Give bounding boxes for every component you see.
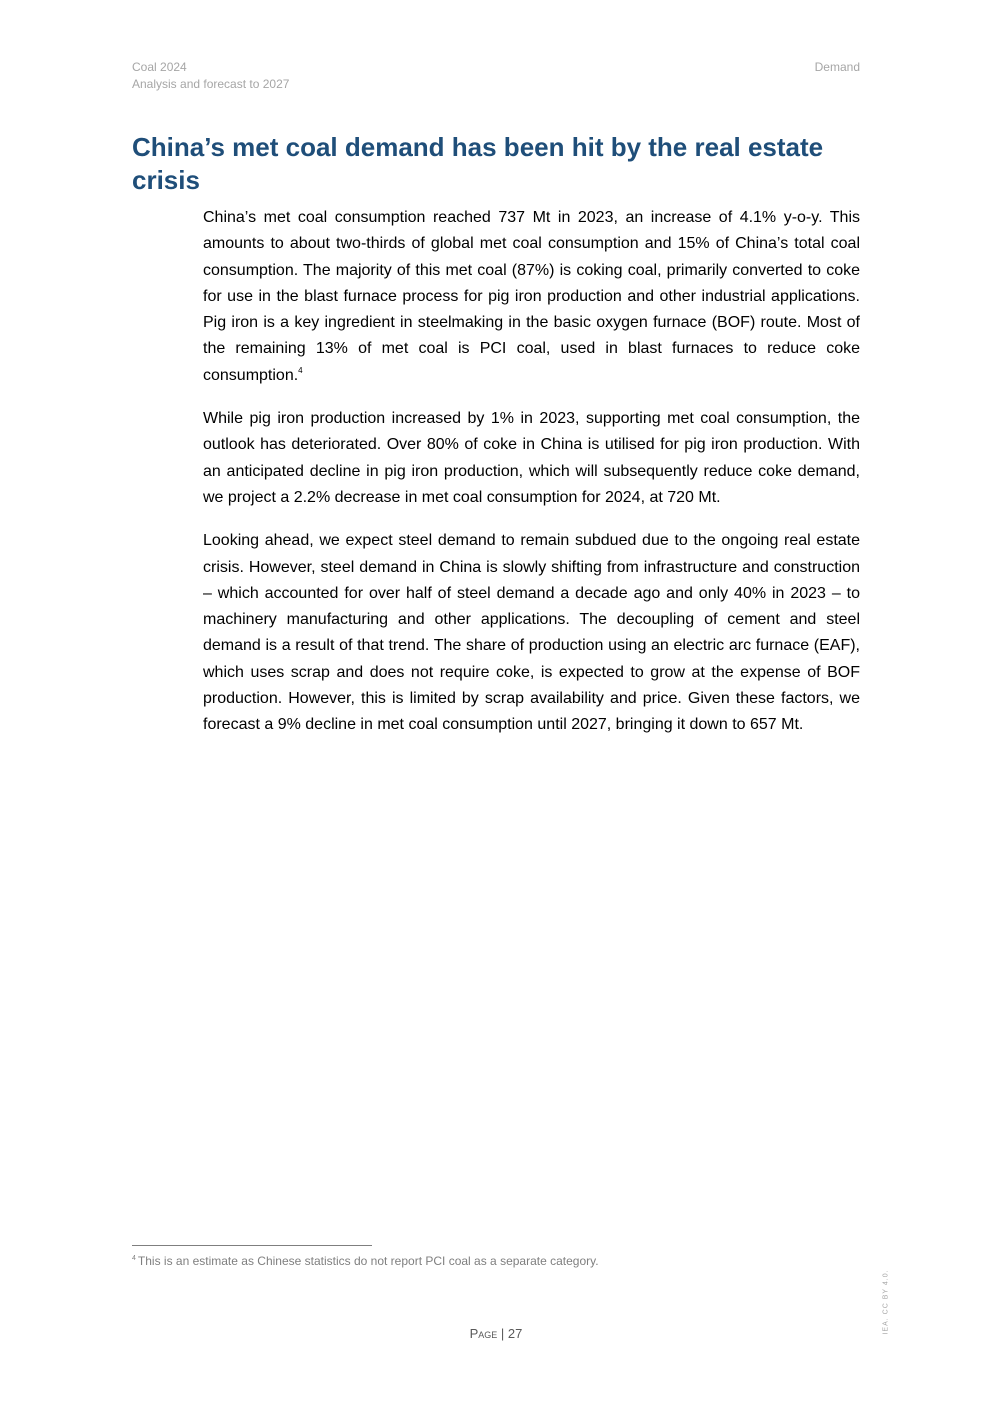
section-name: Demand [814,60,860,74]
page-number: 27 [507,1326,523,1341]
paragraph-2: While pig iron production increased by 1% in 2023, supporting met coal consumption, the outlook has deteriorated. Over 80% of coke in China is utilised for pig iron production. With an anticipated decline in pig iron production, which will subsequently reduce coke demand, we project a 2.2% decrease in met coal consumption for 2024, at 720 Mt. [203,410,860,506]
report-subtitle: Analysis and forecast to 2027 [132,77,290,91]
paragraph-1 [203,205,860,389]
paragraph-3: Looking ahead, we expect steel demand to remain subdued due to the ongoing real estate crisis. However, steel demand in China is slowly shifting from infrastructure and construction – which accounted for over half of steel demand a decade ago and only 40% in 2023 – to machinery manufacturing and other applications. The decoupling of cement and steel demand is a result of that trend. The share of production using an electric arc furnace (EAF), which uses scrap and does not require coke, is expected to grow at the expense of BOF production. However, this is limited by scrap availability and price. Given these factors, we forecast a 9% decline in met coal consumption until 2027, bringing it down to 657 Mt. [203,532,860,734]
license-credit: IEA. CC BY 4.0. [882,1269,890,1335]
footnote-text: This is an estimate as Chinese statistics do not report PCI coal as a separate category. [137,1254,599,1268]
footnote-number: 4 [132,1255,136,1262]
report-title: Coal 2024 [132,60,187,74]
page-footer [0,1326,992,1342]
footnote-reference[interactable]: 4 [298,365,303,375]
paragraph-1-text: China’s met coal consumption reached 737 Mt in 2023, an increase of 4.1% y-o-y. This amounts to about two-thirds of global met coal consumption and 15% of China’s total coal consumption. The majority of this met coal (87%) is coking coal, primarily converted to coke for use in the blast furnace process for pig iron production and other industrial applications. Pig iron is a key ingredient in steelmaking in the basic oxygen furnace (BOF) route. Most of the remaining 13% of met coal is PCI coal, used in blast furnaces to reduce coke consumption. [203,209,860,384]
footnote-divider [132,1245,372,1246]
page-label: Page [469,1326,498,1341]
page-separator: | [497,1326,508,1341]
body-text [203,205,860,756]
page-title: China’s met coal demand has been hit by the real estate crisis [132,132,824,195]
footnote [132,1254,599,1269]
running-header-left [132,59,289,93]
